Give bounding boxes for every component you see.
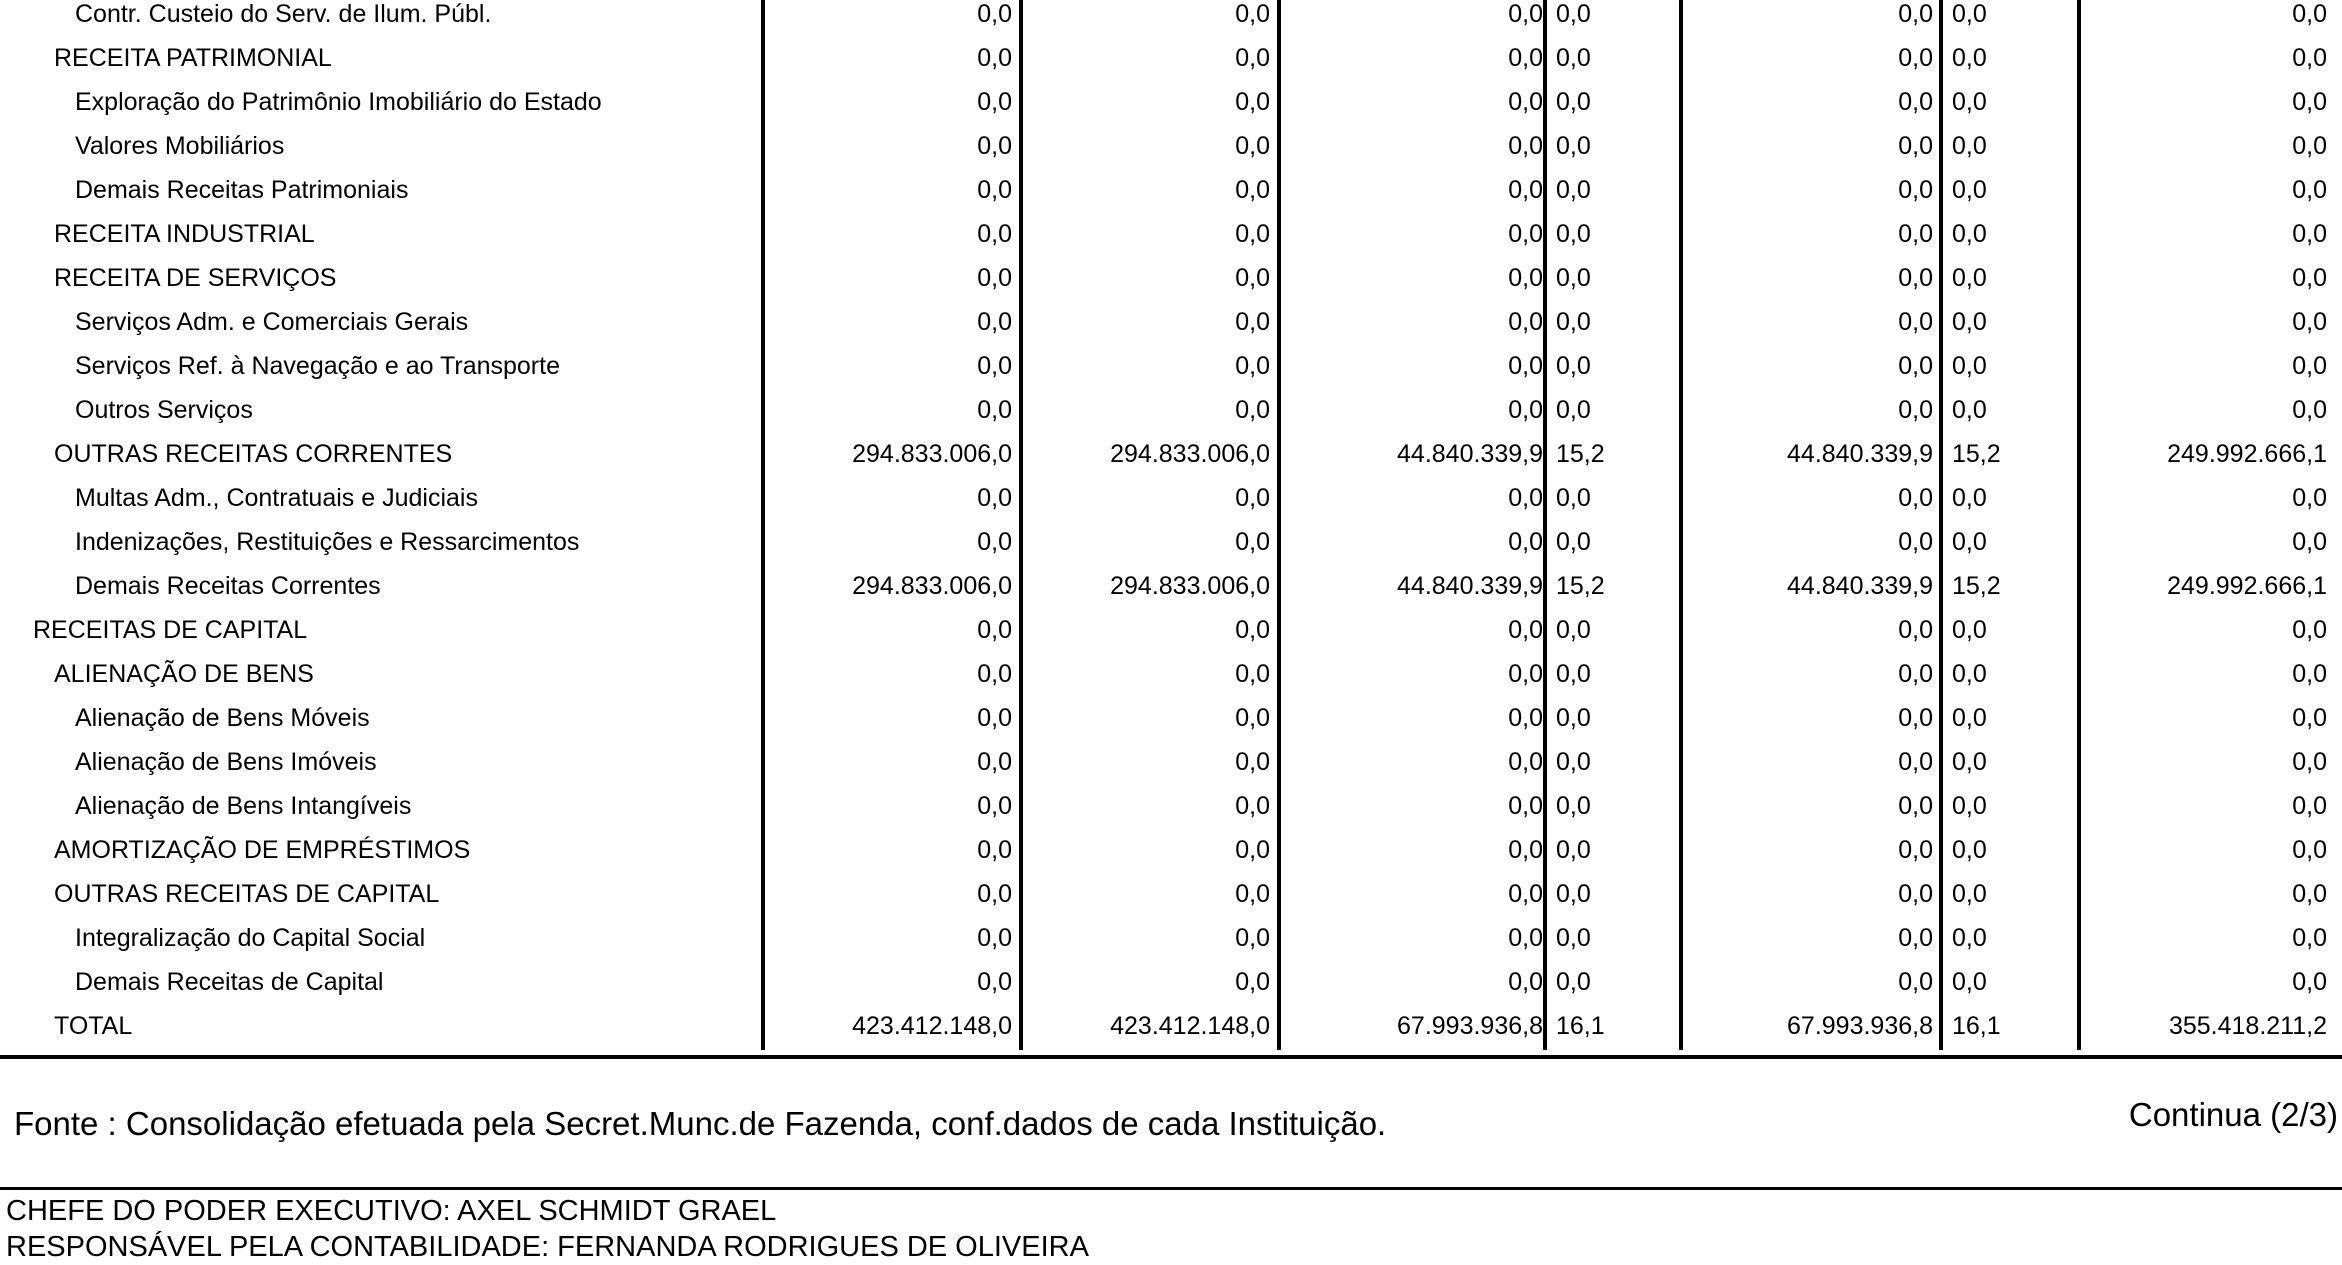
cell-pct-1: 0,0: [1556, 308, 1591, 336]
cell-pct-1: 0,0: [1556, 792, 1591, 820]
cell-col-5: 0,0: [2292, 616, 2327, 644]
row-label: AMORTIZAÇÃO DE EMPRÉSTIMOS: [54, 836, 471, 864]
row-label: Exploração do Patrimônio Imobiliário do Estado: [75, 88, 602, 116]
row-label: TOTAL: [54, 1012, 133, 1040]
cell-col-5: 0,0: [2292, 88, 2327, 116]
cell-col-1: 0,0: [977, 616, 1012, 644]
cell-col-2: 0,0: [1235, 88, 1270, 116]
cell-pct-1: 0,0: [1556, 0, 1591, 28]
cell-pct-2: 0,0: [1952, 88, 1987, 116]
cell-col-1: 0,0: [977, 704, 1012, 732]
row-label: Multas Adm., Contratuais e Judiciais: [75, 484, 478, 512]
cell-col-5: 0,0: [2292, 924, 2327, 952]
cell-col-2: 294.833.006,0: [1110, 572, 1270, 600]
row-label: Alienação de Bens Imóveis: [75, 748, 377, 776]
cell-pct-1: 0,0: [1556, 264, 1591, 292]
cell-col-4: 0,0: [1898, 132, 1933, 160]
cell-col-3: 0,0: [1508, 352, 1543, 380]
cell-pct-2: 16,1: [1952, 1012, 2001, 1040]
cell-pct-1: 0,0: [1556, 44, 1591, 72]
cell-pct-2: 15,2: [1952, 440, 2001, 468]
table-row: [0, 564, 2342, 608]
cell-pct-1: 0,0: [1556, 616, 1591, 644]
cell-col-4: 0,0: [1898, 484, 1933, 512]
row-label: RECEITAS DE CAPITAL: [33, 616, 308, 644]
cell-col-4: 0,0: [1898, 748, 1933, 776]
executive-chief-line: CHEFE DO PODER EXECUTIVO: AXEL SCHMIDT GRAEL: [6, 1195, 777, 1227]
table-row: [0, 916, 2342, 960]
table-row: [0, 784, 2342, 828]
cell-col-4: 0,0: [1898, 792, 1933, 820]
cell-col-4: 0,0: [1898, 528, 1933, 556]
table-row: [0, 740, 2342, 784]
cell-col-5: 0,0: [2292, 0, 2327, 28]
table-row: [0, 828, 2342, 872]
row-label: Indenizações, Restituições e Ressarcimentos: [75, 528, 580, 556]
row-label: Alienação de Bens Móveis: [75, 704, 370, 732]
row-label: Serviços Adm. e Comerciais Gerais: [75, 308, 469, 336]
cell-col-2: 0,0: [1235, 880, 1270, 908]
cell-col-3: 0,0: [1508, 924, 1543, 952]
cell-col-3: 0,0: [1508, 660, 1543, 688]
cell-col-5: 249.992.666,1: [2167, 440, 2327, 468]
cell-col-1: 0,0: [977, 528, 1012, 556]
cell-pct-1: 0,0: [1556, 132, 1591, 160]
table-row: [0, 960, 2342, 1004]
cell-col-2: 0,0: [1235, 264, 1270, 292]
cell-col-4: 0,0: [1898, 836, 1933, 864]
cell-col-2: 0,0: [1235, 484, 1270, 512]
row-label: RECEITA DE SERVIÇOS: [54, 264, 337, 292]
cell-pct-2: 0,0: [1952, 132, 1987, 160]
row-label: RECEITA INDUSTRIAL: [54, 220, 315, 248]
cell-col-2: 0,0: [1235, 968, 1270, 996]
signature-rule: [0, 1187, 2342, 1190]
cell-pct-1: 0,0: [1556, 836, 1591, 864]
cell-col-5: 0,0: [2292, 880, 2327, 908]
cell-col-2: 0,0: [1235, 132, 1270, 160]
cell-col-3: 0,0: [1508, 396, 1543, 424]
cell-col-2: 0,0: [1235, 836, 1270, 864]
cell-col-3: 0,0: [1508, 132, 1543, 160]
cell-col-4: 67.993.936,8: [1787, 1012, 1933, 1040]
cell-pct-1: 0,0: [1556, 396, 1591, 424]
cell-col-1: 0,0: [977, 352, 1012, 380]
cell-col-4: 0,0: [1898, 704, 1933, 732]
table-row: [0, 432, 2342, 476]
cell-pct-1: 0,0: [1556, 924, 1591, 952]
cell-col-3: 0,0: [1508, 704, 1543, 732]
cell-col-1: 0,0: [977, 396, 1012, 424]
row-label: OUTRAS RECEITAS CORRENTES: [54, 440, 453, 468]
cell-col-5: 0,0: [2292, 396, 2327, 424]
cell-col-2: 0,0: [1235, 924, 1270, 952]
cell-col-1: 0,0: [977, 880, 1012, 908]
cell-col-5: 0,0: [2292, 44, 2327, 72]
cell-col-1: 0,0: [977, 44, 1012, 72]
row-label: Integralização do Capital Social: [75, 924, 426, 952]
cell-pct-2: 0,0: [1952, 704, 1987, 732]
cell-col-1: 0,0: [977, 220, 1012, 248]
cell-col-2: 0,0: [1235, 660, 1270, 688]
cell-col-5: 0,0: [2292, 704, 2327, 732]
cell-pct-2: 0,0: [1952, 308, 1987, 336]
cell-col-2: 0,0: [1235, 176, 1270, 204]
cell-col-2: 0,0: [1235, 220, 1270, 248]
cell-pct-1: 0,0: [1556, 660, 1591, 688]
cell-pct-1: 0,0: [1556, 880, 1591, 908]
cell-col-3: 0,0: [1508, 792, 1543, 820]
cell-col-4: 0,0: [1898, 88, 1933, 116]
cell-col-2: 0,0: [1235, 748, 1270, 776]
cell-col-5: 0,0: [2292, 660, 2327, 688]
cell-col-5: 0,0: [2292, 968, 2327, 996]
cell-col-1: 423.412.148,0: [852, 1012, 1012, 1040]
row-label: Serviços Ref. à Navegação e ao Transporte: [75, 352, 560, 380]
cell-col-5: 0,0: [2292, 792, 2327, 820]
cell-pct-2: 0,0: [1952, 792, 1987, 820]
cell-pct-1: 0,0: [1556, 484, 1591, 512]
cell-col-3: 44.840.339,9: [1397, 572, 1543, 600]
cell-pct-1: 0,0: [1556, 176, 1591, 204]
cell-pct-2: 0,0: [1952, 0, 1987, 28]
cell-col-4: 44.840.339,9: [1787, 440, 1933, 468]
cell-col-1: 0,0: [977, 968, 1012, 996]
cell-pct-1: 15,2: [1556, 572, 1605, 600]
cell-pct-2: 0,0: [1952, 660, 1987, 688]
table-row: [0, 0, 2342, 36]
cell-col-2: 0,0: [1235, 352, 1270, 380]
cell-col-2: 0,0: [1235, 396, 1270, 424]
source-note: Fonte : Consolidação efetuada pela Secret.Munc.de Fazenda, conf.dados de cada Instituição.: [14, 1105, 1387, 1142]
cell-col-4: 0,0: [1898, 352, 1933, 380]
table-row: [0, 124, 2342, 168]
cell-col-4: 0,0: [1898, 660, 1933, 688]
cell-col-4: 0,0: [1898, 264, 1933, 292]
cell-col-5: 0,0: [2292, 748, 2327, 776]
cell-col-4: 0,0: [1898, 880, 1933, 908]
cell-col-4: 0,0: [1898, 924, 1933, 952]
table-row: [0, 344, 2342, 388]
cell-col-1: 0,0: [977, 88, 1012, 116]
cell-col-4: 0,0: [1898, 0, 1933, 28]
table-row: [0, 36, 2342, 80]
row-label: Demais Receitas de Capital: [75, 968, 384, 996]
table-row: [0, 80, 2342, 124]
row-label: Demais Receitas Patrimoniais: [75, 176, 409, 204]
cell-pct-1: 0,0: [1556, 968, 1591, 996]
table-row: [0, 212, 2342, 256]
cell-pct-1: 0,0: [1556, 748, 1591, 776]
cell-pct-1: 0,0: [1556, 220, 1591, 248]
row-label: Contr. Custeio do Serv. de Ilum. Públ.: [75, 0, 492, 28]
cell-pct-2: 0,0: [1952, 396, 1987, 424]
table-row: [0, 168, 2342, 212]
cell-pct-2: 0,0: [1952, 484, 1987, 512]
table-row: [0, 300, 2342, 344]
cell-pct-2: 0,0: [1952, 880, 1987, 908]
cell-pct-2: 0,0: [1952, 968, 1987, 996]
row-label: ALIENAÇÃO DE BENS: [54, 660, 314, 688]
table-row: [0, 476, 2342, 520]
cell-pct-2: 0,0: [1952, 616, 1987, 644]
cell-col-1: 0,0: [977, 748, 1012, 776]
cell-col-2: 0,0: [1235, 792, 1270, 820]
cell-pct-2: 0,0: [1952, 44, 1987, 72]
cell-col-5: 249.992.666,1: [2167, 572, 2327, 600]
cell-col-3: 0,0: [1508, 44, 1543, 72]
cell-col-5: 0,0: [2292, 528, 2327, 556]
table-row: [0, 872, 2342, 916]
cell-col-3: 0,0: [1508, 264, 1543, 292]
cell-col-1: 0,0: [977, 176, 1012, 204]
cell-col-2: 294.833.006,0: [1110, 440, 1270, 468]
cell-col-5: 0,0: [2292, 132, 2327, 160]
cell-col-5: 355.418.211,2: [2168, 1012, 2327, 1040]
cell-col-2: 0,0: [1235, 308, 1270, 336]
cell-pct-2: 0,0: [1952, 836, 1987, 864]
cell-col-1: 294.833.006,0: [852, 572, 1012, 600]
cell-col-1: 294.833.006,0: [852, 440, 1012, 468]
table-row: [0, 256, 2342, 300]
cell-col-4: 0,0: [1898, 44, 1933, 72]
cell-col-3: 0,0: [1508, 528, 1543, 556]
row-label: Valores Mobiliários: [75, 132, 285, 160]
cell-col-5: 0,0: [2292, 264, 2327, 292]
cell-col-3: 0,0: [1508, 88, 1543, 116]
cell-col-1: 0,0: [977, 264, 1012, 292]
cell-pct-2: 0,0: [1952, 220, 1987, 248]
cell-col-3: 67.993.936,8: [1397, 1012, 1543, 1040]
cell-pct-1: 0,0: [1556, 528, 1591, 556]
cell-col-4: 0,0: [1898, 220, 1933, 248]
cell-pct-1: 16,1: [1556, 1012, 1605, 1040]
cell-col-2: 0,0: [1235, 0, 1270, 28]
cell-col-3: 0,0: [1508, 968, 1543, 996]
cell-col-1: 0,0: [977, 836, 1012, 864]
cell-col-3: 0,0: [1508, 616, 1543, 644]
table-row: [0, 1004, 2342, 1048]
cell-col-1: 0,0: [977, 792, 1012, 820]
row-label: Demais Receitas Correntes: [75, 572, 381, 600]
cell-pct-2: 0,0: [1952, 176, 1987, 204]
cell-pct-2: 15,2: [1952, 572, 2001, 600]
cell-col-3: 0,0: [1508, 176, 1543, 204]
cell-col-3: 0,0: [1508, 484, 1543, 512]
cell-col-3: 0,0: [1508, 836, 1543, 864]
cell-pct-2: 0,0: [1952, 528, 1987, 556]
cell-col-4: 0,0: [1898, 396, 1933, 424]
cell-col-5: 0,0: [2292, 484, 2327, 512]
cell-col-1: 0,0: [977, 0, 1012, 28]
cell-col-5: 0,0: [2292, 836, 2327, 864]
cell-col-4: 44.840.339,9: [1787, 572, 1933, 600]
cell-col-5: 0,0: [2292, 176, 2327, 204]
cell-col-3: 0,0: [1508, 220, 1543, 248]
cell-col-2: 0,0: [1235, 616, 1270, 644]
cell-pct-1: 0,0: [1556, 88, 1591, 116]
cell-col-1: 0,0: [977, 660, 1012, 688]
row-label: OUTRAS RECEITAS DE CAPITAL: [54, 880, 440, 908]
table-row: [0, 388, 2342, 432]
cell-pct-1: 0,0: [1556, 704, 1591, 732]
cell-pct-2: 0,0: [1952, 748, 1987, 776]
cell-pct-2: 0,0: [1952, 264, 1987, 292]
cell-col-5: 0,0: [2292, 220, 2327, 248]
cell-col-3: 0,0: [1508, 880, 1543, 908]
cell-col-3: 0,0: [1508, 748, 1543, 776]
cell-col-2: 0,0: [1235, 704, 1270, 732]
row-label: Outros Serviços: [75, 396, 253, 424]
cell-col-3: 44.840.339,9: [1397, 440, 1543, 468]
cell-col-2: 0,0: [1235, 44, 1270, 72]
cell-col-1: 0,0: [977, 308, 1012, 336]
continuation-marker: Continua (2/3): [2128, 1096, 2338, 1133]
row-label: Alienação de Bens Intangíveis: [75, 792, 412, 820]
cell-col-4: 0,0: [1898, 308, 1933, 336]
cell-col-2: 423.412.148,0: [1110, 1012, 1270, 1040]
table-row: [0, 520, 2342, 564]
cell-col-2: 0,0: [1235, 528, 1270, 556]
table-row: [0, 696, 2342, 740]
cell-pct-1: 15,2: [1556, 440, 1605, 468]
cell-col-1: 0,0: [977, 484, 1012, 512]
table-row: [0, 608, 2342, 652]
accounting-responsible-line: RESPONSÁVEL PELA CONTABILIDADE: FERNANDA RODRIGUES DE OLIVEIRA: [6, 1231, 1089, 1263]
row-label: RECEITA PATRIMONIAL: [54, 44, 332, 72]
cell-col-3: 0,0: [1508, 0, 1543, 28]
cell-col-4: 0,0: [1898, 176, 1933, 204]
cell-col-1: 0,0: [977, 924, 1012, 952]
cell-pct-2: 0,0: [1952, 352, 1987, 380]
cell-col-4: 0,0: [1898, 968, 1933, 996]
cell-col-4: 0,0: [1898, 616, 1933, 644]
cell-col-5: 0,0: [2292, 308, 2327, 336]
table-row: [0, 652, 2342, 696]
cell-col-5: 0,0: [2292, 352, 2327, 380]
cell-col-1: 0,0: [977, 132, 1012, 160]
cell-pct-2: 0,0: [1952, 924, 1987, 952]
table-bottom-rule: [0, 1055, 2342, 1059]
cell-col-3: 0,0: [1508, 308, 1543, 336]
cell-pct-1: 0,0: [1556, 352, 1591, 380]
